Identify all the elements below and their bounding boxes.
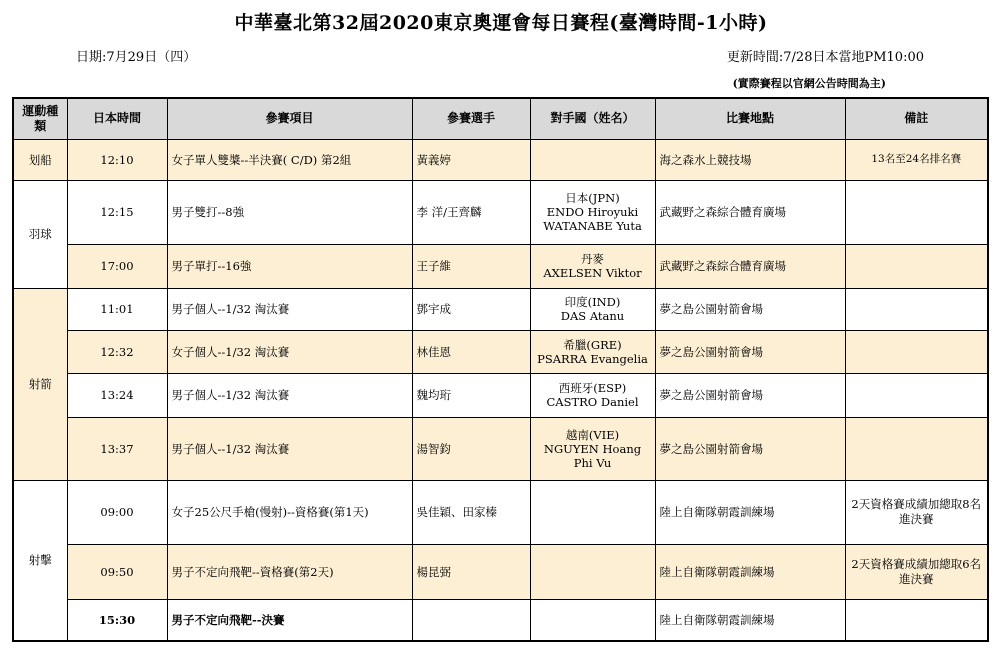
- remark-cell: [845, 244, 988, 288]
- update-time: 更新時間:7/28日本當地PM10:00: [726, 50, 924, 65]
- event-cell: 女子單人雙槳--半決賽( C/D) 第2組: [167, 139, 412, 180]
- time-cell: 17:00: [67, 244, 167, 288]
- opponent-name: PSARRA Evangelia: [537, 351, 648, 366]
- table-row: [13, 599, 988, 641]
- remark-cell: [845, 417, 988, 480]
- table-row: [13, 288, 988, 330]
- venue-cell: 夢之島公園射箭會場: [655, 330, 845, 373]
- opponent-name: NGUYEN Hoang Phi Vu: [543, 441, 642, 470]
- athlete-cell: 湯智鈞: [412, 417, 530, 480]
- col-header-athlete: 參賽選手: [412, 98, 530, 139]
- sport-cell-badminton: 羽球: [13, 180, 67, 288]
- page-title: 中華臺北第32屆2020東京奧運會每日賽程(臺灣時間-1小時): [234, 12, 768, 34]
- opponent-country: 越南(VIE): [565, 427, 620, 442]
- schedule-note: (實際賽程以官網公告時間為主): [732, 77, 886, 90]
- event-cell: 男子個人--1/32 淘汰賽: [167, 373, 412, 417]
- opponent-cell: [530, 544, 655, 599]
- opponent-name: WATANABE Yuta: [543, 219, 642, 233]
- opponent-name: AXELSEN Viktor: [543, 266, 642, 280]
- remark-cell: [845, 373, 988, 417]
- event-cell: 男子個人--1/32 淘汰賽: [167, 417, 412, 480]
- table-row: [13, 139, 988, 180]
- sport-cell-shooting: 射擊: [13, 480, 67, 641]
- time-cell: 12:15: [67, 180, 167, 244]
- opponent-cell: [530, 180, 655, 244]
- venue-cell: 武藏野之森綜合體育廣場: [655, 244, 845, 288]
- col-header-opponent: 對手國（姓名）: [530, 98, 655, 139]
- opponent-cell: [530, 244, 655, 288]
- table-row: [13, 330, 988, 373]
- event-cell: 男子雙打--8強: [167, 180, 412, 244]
- time-cell: 09:50: [67, 544, 167, 599]
- remark-cell: [845, 288, 988, 330]
- remark-cell: 2天資格賽成績加總取6名進決賽: [845, 544, 988, 599]
- time-cell: 13:37: [67, 417, 167, 480]
- time-cell: 12:32: [67, 330, 167, 373]
- col-header-remark: 備註: [845, 98, 988, 139]
- opponent-country: 丹麥: [581, 252, 604, 266]
- col-header-event: 參賽項目: [167, 98, 412, 139]
- event-cell: 女子25公尺手槍(慢射)--資格賽(第1天): [167, 480, 412, 544]
- table-row: [13, 417, 988, 480]
- opponent-name: DAS Atanu: [560, 309, 625, 323]
- opponent-country: 日本(JPN): [565, 191, 620, 205]
- event-cell: 女子個人--1/32 淘汰賽: [167, 330, 412, 373]
- table-row: [13, 244, 988, 288]
- event-cell: 男子不定向飛靶--決賽: [167, 599, 412, 641]
- col-header-venue: 比賽地點: [655, 98, 845, 139]
- opponent-cell: [530, 373, 655, 417]
- time-cell: 13:24: [67, 373, 167, 417]
- opponent-cell: [530, 139, 655, 180]
- remark-cell: [845, 599, 988, 641]
- event-cell: 男子單打--16強: [167, 244, 412, 288]
- opponent-cell: [530, 417, 655, 480]
- venue-cell: 陸上自衛隊朝霞訓練場: [655, 544, 845, 599]
- col-header-time: 日本時間: [67, 98, 167, 139]
- venue-cell: 海之森水上競技場: [655, 139, 845, 180]
- opponent-name: ENDO Hiroyuki: [546, 205, 639, 219]
- athlete-cell: [412, 599, 530, 641]
- remark-cell: 2天資格賽成績加總取8名進決賽: [845, 480, 988, 544]
- athlete-cell: 黃義婷: [412, 139, 530, 180]
- sport-cell-archery: 射箭: [13, 288, 67, 480]
- sport-cell-rowing: 划船: [13, 139, 67, 180]
- remark-cell: [845, 330, 988, 373]
- header-row: [13, 98, 988, 139]
- time-cell: 12:10: [67, 139, 167, 180]
- opponent-name: CASTRO Daniel: [546, 395, 639, 409]
- opponent-country: 西班牙(ESP): [558, 381, 627, 395]
- table-row: [13, 480, 988, 544]
- venue-cell: 陸上自衛隊朝霞訓練場: [655, 480, 845, 544]
- opponent-country: 希臘(GRE): [563, 337, 622, 352]
- venue-cell: 夢之島公園射箭會場: [655, 288, 845, 330]
- athlete-cell: 鄧宇成: [412, 288, 530, 330]
- schedule-date: 日期:7月29日（四）: [76, 50, 197, 65]
- table-row: [13, 373, 988, 417]
- athlete-cell: 吳佳穎、田家榛: [412, 480, 530, 544]
- time-cell: 09:00: [67, 480, 167, 544]
- col-header-sport: 運動種類: [13, 98, 67, 139]
- opponent-cell: [530, 480, 655, 544]
- venue-cell: 夢之島公園射箭會場: [655, 417, 845, 480]
- time-cell: 15:30: [67, 599, 167, 641]
- table-row: [13, 544, 988, 599]
- athlete-cell: 李 洋/王齊麟: [412, 180, 530, 244]
- venue-cell: 陸上自衛隊朝霞訓練場: [655, 599, 845, 641]
- venue-cell: 夢之島公園射箭會場: [655, 373, 845, 417]
- athlete-cell: 魏均珩: [412, 373, 530, 417]
- remark-cell: 13名至24名排名賽: [845, 139, 988, 180]
- time-cell: 11:01: [67, 288, 167, 330]
- table-row: [13, 180, 988, 244]
- venue-cell: 武藏野之森綜合體育廣場: [655, 180, 845, 244]
- opponent-cell: [530, 288, 655, 330]
- remark-cell: [845, 180, 988, 244]
- event-cell: 男子不定向飛靶--資格賽(第2天): [167, 544, 412, 599]
- opponent-cell: [530, 330, 655, 373]
- schedule-table: [12, 97, 989, 642]
- opponent-country: 印度(IND): [564, 295, 621, 309]
- event-cell: 男子個人--1/32 淘汰賽: [167, 288, 412, 330]
- opponent-cell: [530, 599, 655, 641]
- athlete-cell: 林佳恩: [412, 330, 530, 373]
- athlete-cell: 王子維: [412, 244, 530, 288]
- athlete-cell: 楊昆弼: [412, 544, 530, 599]
